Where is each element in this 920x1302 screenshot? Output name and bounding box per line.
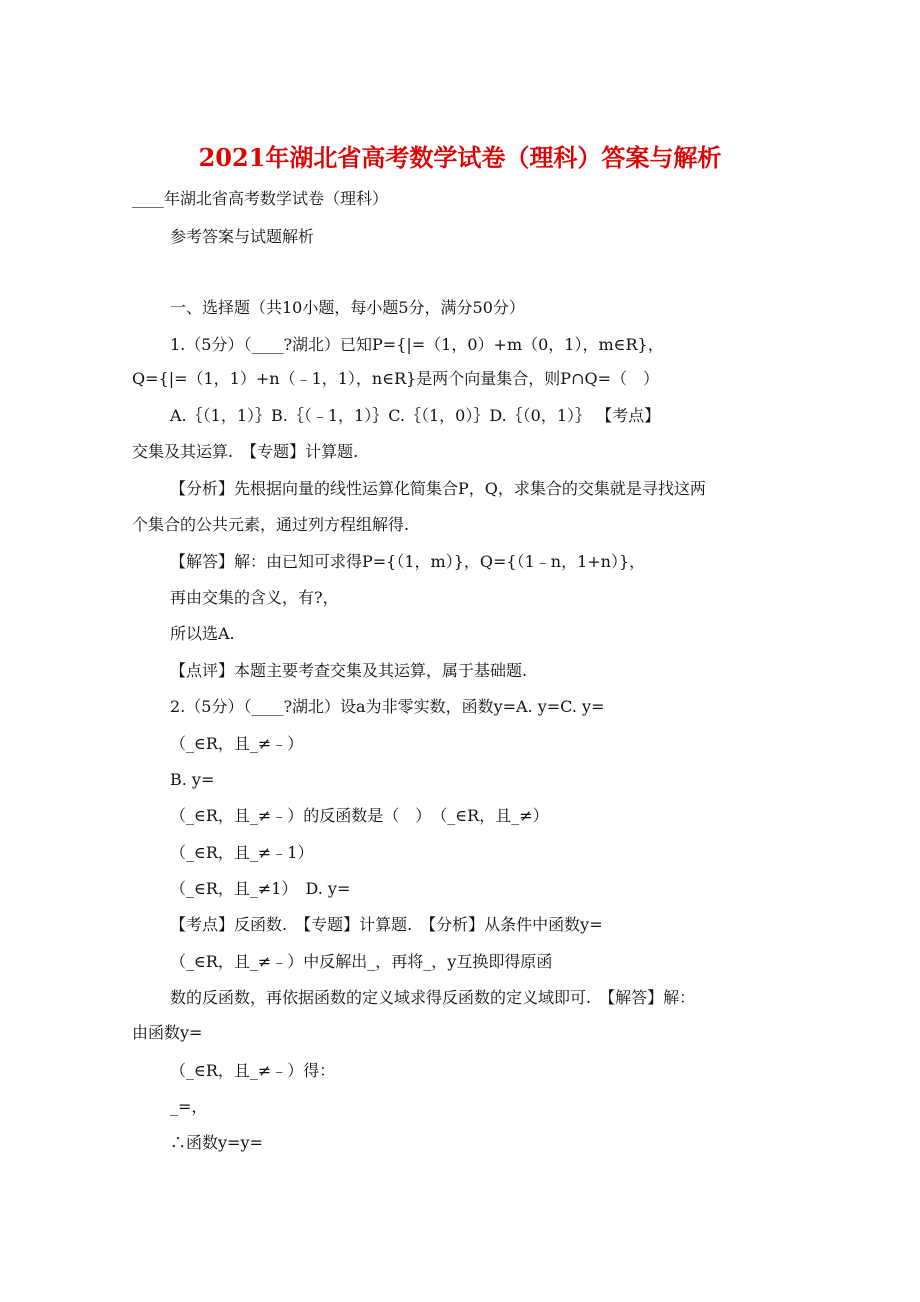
analysis-line: 个集合的公共元素，通过列方程组解得. — [132, 515, 410, 534]
topic-line: 交集及其运算. 【专题】计算题. — [132, 442, 359, 461]
question-2-line: （_∈R，且_≠﹣）的反函数是（ ） （_∈R，且_≠） — [170, 806, 549, 825]
analysis-line: 【分析】先根据向量的线性运算化简集合P，Q，求集合的交集就是寻找这两 — [170, 479, 706, 498]
subtitle-line: ____年湖北省高考数学试卷（理科） — [132, 189, 389, 208]
solution-line: 再由交集的含义，有?， — [170, 588, 339, 607]
comment-line: 【点评】本题主要考查交集及其运算，属于基础题. — [170, 661, 528, 680]
question-2-line: （_∈R，且_≠﹣1） — [170, 843, 314, 862]
question-2-line: 2.（5分）（____?湖北）设a为非零实数，函数y=A. y=C. y= — [170, 697, 605, 716]
question-2-line: （_∈R，且_≠1） D. y= — [170, 879, 351, 898]
analysis-line: 数的反函数，再依据函数的定义域求得反函数的定义域即可. 【解答】解： — [170, 988, 696, 1007]
solution-line: _=， — [170, 1097, 208, 1116]
question-2-line: （_∈R，且_≠﹣） — [170, 734, 304, 753]
question-1-line: Q={|=（1，1）+n（﹣1，1），n∈R}是两个向量集合，则P∩Q=（ ） — [132, 369, 660, 388]
subheading-line: 参考答案与试题解析 — [170, 227, 315, 246]
topic-line: 【考点】反函数. 【专题】计算题. 【分析】从条件中函数y= — [170, 915, 603, 934]
question-1-line: 1.（5分）（____?湖北）已知P={|=（1，0）+m（0，1），m∈R}， — [170, 335, 664, 354]
solution-line: 由函数y= — [132, 1023, 203, 1042]
solution-line: ∴函数y=y= — [170, 1133, 263, 1152]
options-line: A.｛（1，1）｝B.｛（﹣1，1）｝C.｛（1，0）｝D.｛（0，1）｝ 【考点】 — [170, 406, 661, 425]
solution-line: 【解答】解：由已知可求得P={（1，m）}，Q={（1﹣n，1+n）}， — [170, 552, 646, 571]
section-heading: 一、选择题（共10小题，每小题5分，满分50分） — [170, 298, 525, 317]
solution-line: （_∈R，且_≠﹣）得： — [170, 1061, 336, 1080]
analysis-line: （_∈R，且_≠﹣）中反解出_，再将_，y互换即得原函 — [170, 952, 553, 971]
solution-line: 所以选A. — [170, 624, 235, 643]
document-title: 2021年湖北省高考数学试卷（理科）答案与解析 — [198, 143, 722, 172]
question-2-line: B. y= — [170, 770, 215, 789]
